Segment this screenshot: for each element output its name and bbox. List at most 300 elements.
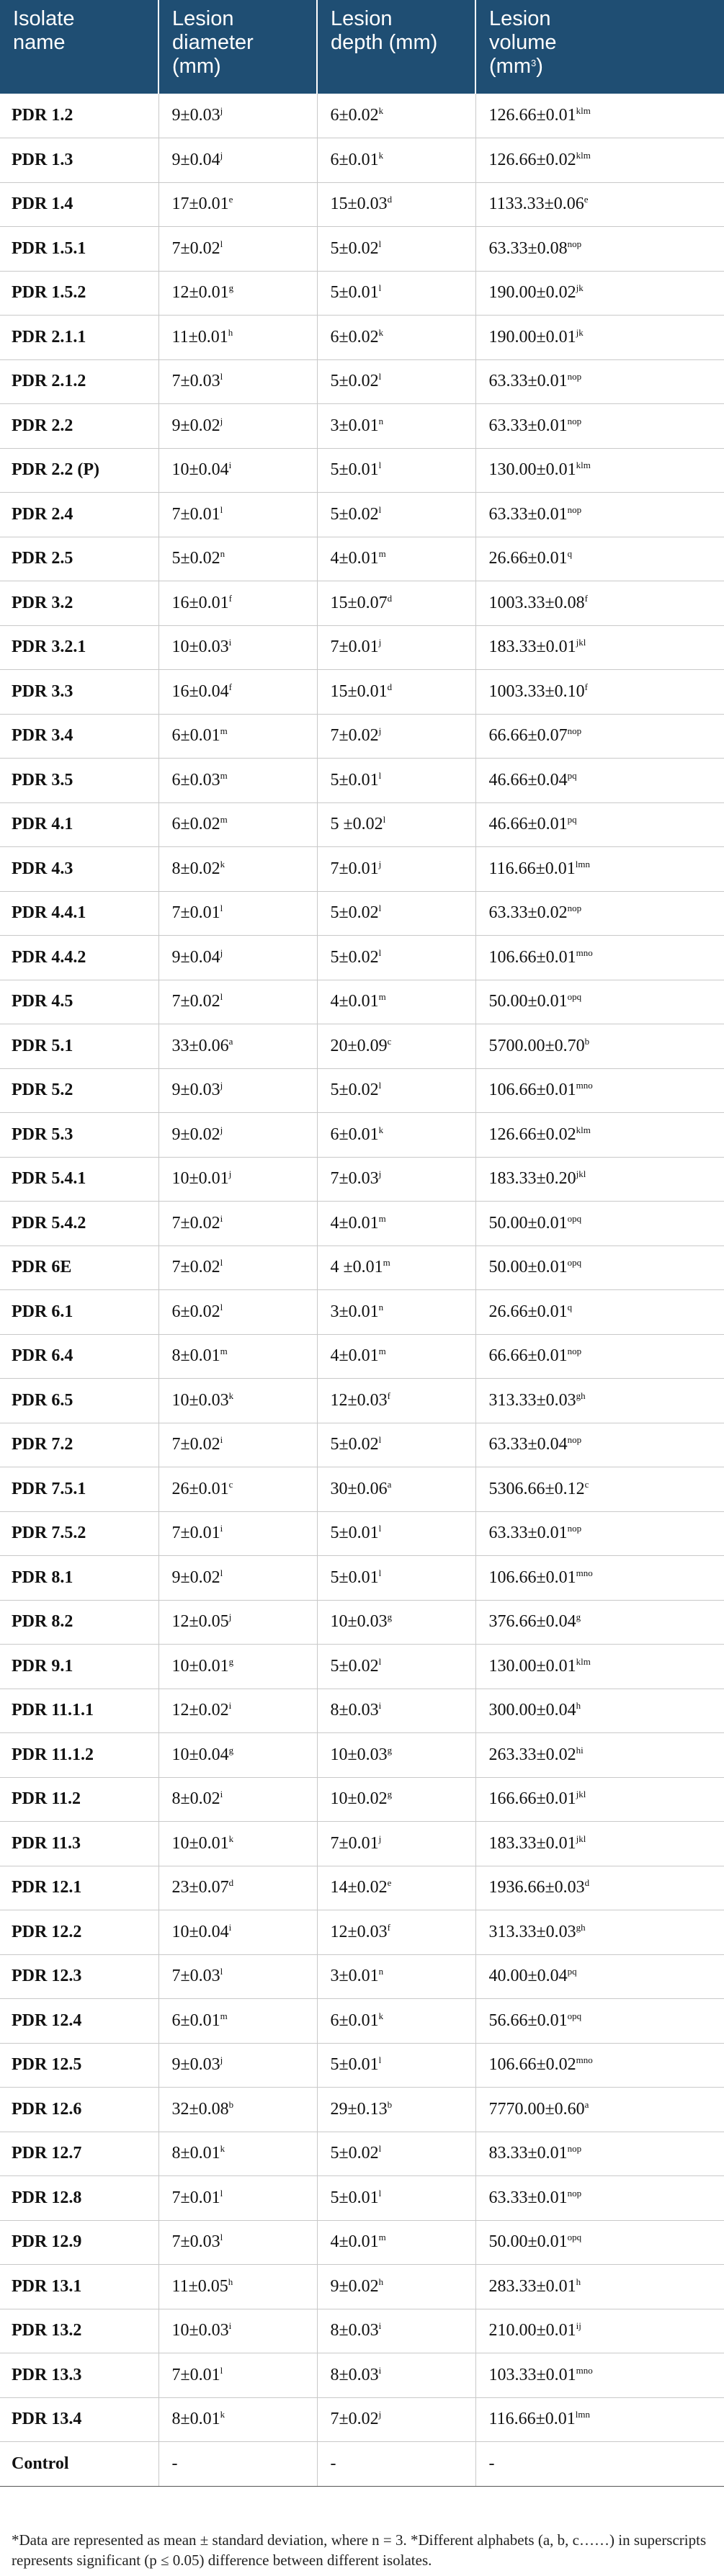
volume-cell: [475, 1334, 724, 1379]
diameter-superscript: h: [228, 326, 233, 338]
header-lesion-diameter: [158, 0, 317, 94]
table-row: [0, 182, 724, 227]
diameter-superscript: i: [220, 1523, 223, 1534]
diameter-value: 10±0.04: [171, 1922, 229, 1941]
volume-value: 46.66±0.01: [488, 815, 568, 834]
diameter-superscript: m: [220, 814, 228, 826]
diameter-value: 23±0.07: [171, 1878, 229, 1897]
depth-value: 6±0.01: [330, 2011, 379, 2030]
diameter-cell: [158, 1245, 317, 1290]
diameter-cell: [158, 1290, 317, 1335]
volume-cell: [475, 1822, 724, 1866]
depth-superscript: j: [378, 725, 382, 737]
depth-cell: [317, 802, 475, 847]
depth-cell: [317, 1334, 475, 1379]
volume-superscript: a: [584, 2098, 589, 2110]
diameter-cell: [158, 1202, 317, 1246]
volume-superscript: nop: [567, 504, 582, 515]
header-line: Lesion: [172, 7, 234, 30]
volume-value: 63.33±0.01: [488, 416, 568, 435]
diameter-cell: [158, 1866, 317, 1910]
depth-superscript: b: [387, 2098, 393, 2110]
depth-cell: [317, 1245, 475, 1290]
isolate-name-cell: PDR 11.1.1: [0, 1689, 158, 1733]
depth-superscript: g: [387, 1611, 393, 1623]
depth-cell: [317, 1689, 475, 1733]
table-row: [0, 936, 724, 980]
depth-value: 10±0.03: [330, 1745, 388, 1764]
depth-cell: [317, 1157, 475, 1202]
diameter-superscript: j: [220, 149, 223, 161]
volume-cell: [475, 2442, 724, 2487]
depth-cell: [317, 1777, 475, 1822]
volume-value: 106.66±0.01: [488, 1081, 576, 1100]
header-line: diameter: [172, 31, 254, 54]
diameter-value: 7±0.02: [171, 1435, 220, 1454]
depth-value: 10±0.03: [330, 1612, 388, 1632]
depth-value: 5±0.02: [330, 504, 379, 524]
depth-cell: [317, 1822, 475, 1866]
diameter-value: 8±0.01: [171, 2410, 220, 2429]
depth-value: 15±0.03: [330, 194, 388, 214]
table-row: [0, 1733, 724, 1778]
table-row: [0, 2397, 724, 2442]
diameter-superscript: i: [220, 1212, 223, 1224]
depth-superscript: j: [378, 1168, 382, 1180]
depth-value: 5±0.02: [330, 372, 379, 391]
depth-superscript: k: [378, 1124, 384, 1135]
volume-value: 313.33±0.03: [488, 1390, 576, 1410]
diameter-cell: [158, 714, 317, 759]
diameter-superscript: l: [220, 238, 223, 249]
depth-value: 3±0.01: [330, 1967, 379, 1986]
depth-value: 15±0.07: [330, 593, 388, 612]
table-row: [0, 714, 724, 759]
diameter-value: 7±0.01: [171, 2188, 220, 2207]
volume-value: 63.33±0.01: [488, 1524, 568, 1543]
diameter-cell: [158, 1334, 317, 1379]
table-row: [0, 1245, 724, 1290]
volume-cell: [475, 1024, 724, 1069]
table-row: [0, 1113, 724, 1158]
diameter-cell: [158, 2088, 317, 2132]
table-row: [0, 625, 724, 670]
volume-cell: [475, 271, 724, 316]
depth-cell: [317, 1379, 475, 1423]
diameter-superscript: i: [220, 1789, 223, 1800]
diameter-cell: [158, 182, 317, 227]
diameter-cell: [158, 1379, 317, 1423]
volume-superscript: nop: [567, 371, 582, 383]
volume-superscript: g: [576, 1611, 581, 1623]
depth-superscript: l: [378, 460, 382, 471]
depth-cell: [317, 714, 475, 759]
volume-value: 1003.33±0.08: [488, 593, 585, 612]
table-row: [0, 2088, 724, 2132]
table-row: [0, 2265, 724, 2309]
volume-value: 63.33±0.01: [488, 504, 568, 524]
volume-superscript: ij: [576, 2320, 581, 2332]
diameter-cell: [158, 2397, 317, 2442]
isolate-name-cell: PDR 1.5.1: [0, 227, 158, 272]
diameter-value: 26±0.01: [171, 1479, 229, 1498]
volume-superscript: jkl: [576, 1789, 586, 1800]
diameter-cell: [158, 1024, 317, 1069]
depth-superscript: m: [378, 1346, 386, 1357]
diameter-cell: [158, 94, 317, 138]
isolate-name-cell: PDR 4.4.1: [0, 891, 158, 936]
depth-cell: [317, 1467, 475, 1512]
isolate-name-cell: PDR 5.4.1: [0, 1157, 158, 1202]
volume-superscript: jkl: [576, 1168, 586, 1180]
depth-value: 4±0.01: [330, 992, 379, 1011]
diameter-cell: [158, 847, 317, 892]
diameter-value: 6±0.02: [171, 815, 220, 834]
diameter-cell: [158, 1556, 317, 1601]
table-row: [0, 2442, 724, 2487]
depth-cell: [317, 1954, 475, 1999]
volume-cell: [475, 670, 724, 715]
volume-value: 210.00±0.01: [488, 2321, 576, 2340]
table-row: [0, 1334, 724, 1379]
isolate-name-cell: PDR 1.4: [0, 182, 158, 227]
table-row: [0, 1202, 724, 1246]
diameter-cell: [158, 1511, 317, 1556]
volume-superscript: h: [576, 1700, 581, 1712]
volume-value: 116.66±0.01: [488, 859, 576, 878]
volume-value: 26.66±0.01: [488, 1302, 568, 1321]
diameter-value: 9±0.02: [171, 416, 220, 435]
depth-cell: [317, 1910, 475, 1955]
depth-value: 30±0.06: [330, 1479, 388, 1498]
volume-value: 313.33±0.03: [488, 1922, 576, 1941]
depth-value: 8±0.03: [330, 2321, 379, 2340]
volume-value: 106.66±0.01: [488, 1567, 576, 1587]
volume-superscript: pq: [567, 814, 577, 826]
diameter-superscript: k: [220, 2409, 225, 2420]
diameter-superscript: l: [220, 1567, 223, 1578]
depth-value: 20±0.09: [330, 1036, 388, 1055]
depth-cell: [317, 1068, 475, 1113]
volume-superscript: opq: [567, 991, 582, 1003]
diameter-value: 9±0.03: [171, 2055, 220, 2075]
diameter-cell: [158, 2309, 317, 2353]
diameter-superscript: d: [228, 1877, 234, 1889]
diameter-value: 17±0.01: [171, 194, 229, 214]
volume-superscript: klm: [576, 1655, 591, 1667]
table-header-row: [0, 0, 724, 94]
depth-cell: [317, 271, 475, 316]
diameter-value: 10±0.01: [171, 1656, 229, 1676]
depth-value: 8±0.03: [330, 1701, 379, 1720]
depth-superscript: a: [387, 1478, 392, 1490]
diameter-value: 10±0.04: [171, 1745, 229, 1764]
diameter-value: 9±0.03: [171, 106, 220, 125]
volume-cell: [475, 980, 724, 1024]
table-row: [0, 2309, 724, 2353]
volume-superscript: nop: [567, 1346, 582, 1357]
diameter-value: 10±0.04: [171, 460, 229, 480]
depth-value: 5±0.02: [330, 903, 379, 923]
volume-cell: [475, 2309, 724, 2353]
volume-cell: [475, 581, 724, 626]
isolate-name-cell: PDR 12.8: [0, 2176, 158, 2221]
isolate-name-cell: PDR 2.1.1: [0, 316, 158, 360]
depth-superscript: g: [387, 1744, 393, 1756]
depth-value: 5±0.02: [330, 2144, 379, 2163]
volume-cell: [475, 1689, 724, 1733]
volume-value: 1936.66±0.03: [488, 1878, 585, 1897]
depth-superscript: f: [387, 1390, 391, 1401]
depth-superscript: c: [387, 1035, 392, 1047]
depth-cell: [317, 1202, 475, 1246]
depth-cell: [317, 359, 475, 404]
diameter-value: 32±0.08: [171, 2099, 229, 2119]
isolate-name-cell: PDR 4.1: [0, 802, 158, 847]
depth-cell: [317, 847, 475, 892]
depth-superscript: l: [378, 504, 382, 515]
volume-superscript: q: [567, 548, 573, 560]
volume-superscript: nop: [567, 903, 582, 914]
isolate-name-cell: PDR 8.2: [0, 1600, 158, 1645]
isolate-name-cell: PDR 6E: [0, 1245, 158, 1290]
volume-superscript: gh: [576, 1921, 586, 1933]
diameter-value: 11±0.05: [171, 2276, 228, 2296]
volume-superscript: klm: [576, 105, 591, 116]
table-row: [0, 1999, 724, 2044]
table-row: [0, 1954, 724, 1999]
volume-value: 283.33±0.01: [488, 2276, 576, 2296]
depth-cell: [317, 2220, 475, 2265]
table-row: [0, 1866, 724, 1910]
depth-value: 7±0.01: [330, 638, 379, 657]
diameter-value: 6±0.01: [171, 2011, 220, 2030]
depth-superscript: i: [378, 2364, 382, 2376]
diameter-superscript: l: [220, 2187, 223, 2199]
header-line: name: [13, 31, 66, 54]
volume-superscript: q: [567, 1301, 573, 1312]
volume-cell: [475, 1999, 724, 2044]
diameter-value: 9±0.04: [171, 947, 220, 967]
diameter-cell: [158, 1954, 317, 1999]
isolate-name-cell: PDR 7.2: [0, 1423, 158, 1467]
diameter-superscript: l: [220, 903, 223, 914]
volume-cell: [475, 2397, 724, 2442]
volume-superscript: klm: [576, 149, 591, 161]
depth-superscript: l: [378, 1434, 382, 1446]
volume-value: 116.66±0.01: [488, 2410, 576, 2429]
diameter-cell: [158, 271, 317, 316]
depth-cell: [317, 2043, 475, 2088]
isolate-name-cell: PDR 9.1: [0, 1645, 158, 1689]
volume-cell: [475, 138, 724, 183]
diameter-superscript: l: [220, 1966, 223, 1977]
diameter-value: 10±0.01: [171, 1833, 229, 1853]
volume-value: 40.00±0.04: [488, 1967, 568, 1986]
isolate-name-cell: PDR 12.9: [0, 2220, 158, 2265]
volume-superscript: opq: [567, 2010, 582, 2021]
depth-value: 12±0.03: [330, 1390, 388, 1410]
diameter-superscript: j: [220, 947, 223, 958]
volume-superscript: nop: [567, 415, 582, 426]
diameter-cell: [158, 2265, 317, 2309]
diameter-value: 9±0.02: [171, 1567, 220, 1587]
depth-superscript: l: [378, 2187, 382, 2199]
volume-superscript: pq: [567, 769, 577, 781]
isolate-name-cell: PDR 1.2: [0, 94, 158, 138]
depth-cell: [317, 1999, 475, 2044]
depth-value: 5±0.02: [330, 1081, 379, 1100]
volume-value: 263.33±0.02: [488, 1745, 576, 1764]
diameter-superscript: j: [228, 1611, 232, 1623]
diameter-value: 10±0.03: [171, 1390, 229, 1410]
depth-value: 6±0.01: [330, 150, 379, 169]
table-row: [0, 404, 724, 449]
depth-superscript: l: [378, 769, 382, 781]
diameter-cell: [158, 891, 317, 936]
isolate-name-cell: PDR 12.2: [0, 1910, 158, 1955]
volume-cell: [475, 891, 724, 936]
table-row: [0, 891, 724, 936]
isolate-name-cell: PDR 7.5.1: [0, 1467, 158, 1512]
depth-superscript: d: [387, 592, 393, 604]
volume-cell: [475, 227, 724, 272]
table-row: [0, 537, 724, 581]
diameter-cell: [158, 1645, 317, 1689]
diameter-cell: [158, 1113, 317, 1158]
volume-cell: [475, 1910, 724, 1955]
depth-value: 9±0.02: [330, 2276, 379, 2296]
diameter-value: 16±0.04: [171, 681, 229, 701]
volume-cell: [475, 448, 724, 493]
diameter-cell: [158, 936, 317, 980]
volume-cell: [475, 2220, 724, 2265]
depth-value: 5±0.01: [330, 770, 379, 790]
table-row: [0, 227, 724, 272]
depth-value: 5±0.01: [330, 1524, 379, 1543]
volume-value: 183.33±0.01: [488, 1833, 576, 1853]
volume-cell: [475, 359, 724, 404]
volume-value: 50.00±0.01: [488, 2232, 568, 2252]
diameter-superscript: e: [228, 194, 233, 205]
depth-cell: [317, 1113, 475, 1158]
depth-superscript: h: [378, 2276, 384, 2287]
depth-cell: [317, 2176, 475, 2221]
table-row: [0, 1467, 724, 1512]
volume-superscript: mno: [576, 947, 593, 958]
table-row: [0, 1777, 724, 1822]
diameter-cell: [158, 1423, 317, 1467]
diameter-cell: [158, 227, 317, 272]
diameter-value: 6±0.01: [171, 726, 220, 746]
isolate-name-cell: PDR 3.2: [0, 581, 158, 626]
volume-value: 66.66±0.07: [488, 726, 568, 746]
depth-superscript: k: [378, 2010, 384, 2021]
volume-cell: [475, 1600, 724, 1645]
depth-value: 12±0.03: [330, 1922, 388, 1941]
diameter-cell: [158, 1689, 317, 1733]
depth-cell: [317, 1645, 475, 1689]
diameter-value: 7±0.01: [171, 1524, 220, 1543]
diameter-superscript: f: [228, 681, 233, 692]
volume-cell: [475, 1954, 724, 1999]
depth-cell: [317, 1024, 475, 1069]
diameter-cell: [158, 2176, 317, 2221]
depth-cell: [317, 2132, 475, 2176]
isolate-name-cell: PDR 6.1: [0, 1290, 158, 1335]
table-row: [0, 980, 724, 1024]
volume-cell: [475, 2176, 724, 2221]
table-row: [0, 1157, 724, 1202]
volume-value: 106.66±0.01: [488, 947, 576, 967]
diameter-cell: [158, 2132, 317, 2176]
depth-superscript: m: [378, 548, 386, 560]
volume-cell: [475, 625, 724, 670]
table-row: [0, 847, 724, 892]
depth-cell: [317, 891, 475, 936]
depth-superscript: l: [383, 814, 386, 826]
depth-cell: [317, 936, 475, 980]
table-row: [0, 1423, 724, 1467]
diameter-cell: [158, 316, 317, 360]
diameter-superscript: b: [228, 2098, 234, 2110]
depth-cell: [317, 1866, 475, 1910]
diameter-superscript: l: [220, 2364, 223, 2376]
diameter-superscript: l: [220, 504, 223, 515]
volume-superscript: mno: [576, 2364, 593, 2376]
volume-superscript: opq: [567, 1212, 582, 1224]
table-row: [0, 1068, 724, 1113]
diameter-cell: [158, 980, 317, 1024]
volume-superscript: nop: [567, 725, 582, 737]
volume-superscript: e: [584, 194, 589, 205]
volume-cell: [475, 802, 724, 847]
depth-superscript: k: [378, 326, 384, 338]
volume-value: 183.33±0.20: [488, 1169, 576, 1189]
diameter-value: 7±0.02: [171, 238, 220, 258]
isolate-name-cell: PDR 4.3: [0, 847, 158, 892]
volume-cell: [475, 1113, 724, 1158]
volume-cell: [475, 2043, 724, 2088]
volume-cell: [475, 493, 724, 537]
depth-value: 14±0.02: [330, 1878, 388, 1897]
diameter-cell: [158, 1777, 317, 1822]
table-row: [0, 581, 724, 626]
depth-value: 7±0.02: [330, 726, 379, 746]
depth-superscript: l: [378, 238, 382, 249]
volume-superscript: jk: [576, 326, 584, 338]
table-row: [0, 2132, 724, 2176]
diameter-value: 8±0.02: [171, 859, 220, 878]
depth-cell: [317, 1511, 475, 1556]
volume-cell: [475, 1866, 724, 1910]
volume-superscript: nop: [567, 2143, 582, 2155]
depth-superscript: j: [378, 858, 382, 869]
volume-value: 166.66±0.01: [488, 1789, 576, 1809]
isolate-name-cell: PDR 5.2: [0, 1068, 158, 1113]
volume-cell: [475, 1068, 724, 1113]
diameter-cell: [158, 802, 317, 847]
volume-cell: [475, 714, 724, 759]
table-row: [0, 1689, 724, 1733]
depth-cell: [317, 2309, 475, 2353]
depth-cell: [317, 493, 475, 537]
volume-value: 63.33±0.02: [488, 903, 568, 923]
isolate-name-cell: PDR 2.2: [0, 404, 158, 449]
diameter-value: 12±0.02: [171, 1701, 229, 1720]
diameter-value: 33±0.06: [171, 1036, 229, 1055]
volume-value: 126.66±0.01: [488, 106, 576, 125]
